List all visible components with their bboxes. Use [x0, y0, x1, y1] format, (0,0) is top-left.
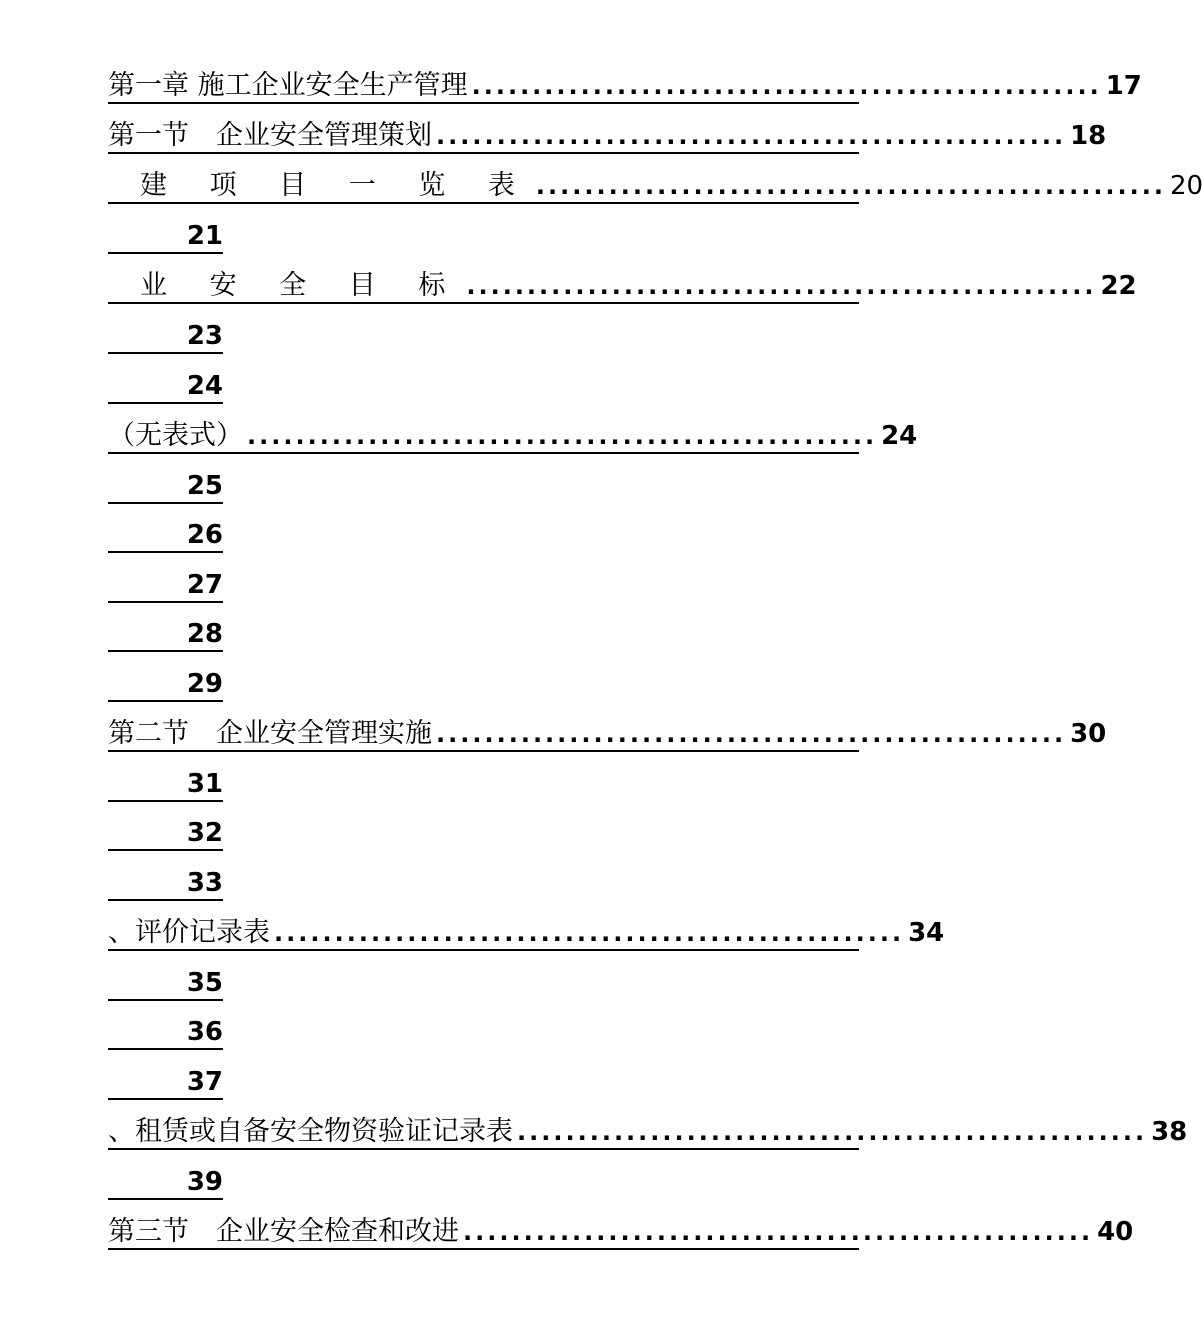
toc-entry[interactable]: [108, 917, 945, 951]
toc-entry-title: （无表式）: [108, 420, 243, 451]
toc-page-number: 31: [186, 769, 223, 799]
toc-page-number: 33: [186, 868, 223, 898]
toc-page-number: 32: [186, 818, 223, 848]
toc-entry[interactable]: [108, 1116, 1188, 1150]
toc-entry[interactable]: [108, 817, 223, 851]
toc-entry[interactable]: [108, 370, 223, 404]
toc-leader-dots: ....................................................: [274, 919, 905, 947]
toc-page-number: 36: [186, 1017, 223, 1047]
toc-entry-title: 、评价记录表: [108, 917, 270, 948]
toc-page-number: 40: [1097, 1217, 1134, 1247]
toc-leader-dots: ....................................................: [471, 72, 1102, 100]
toc-entry-title: 第一节 企业安全管理策划: [108, 120, 432, 151]
toc-entry[interactable]: [108, 967, 223, 1001]
toc-leader-dots: ....................................................: [517, 1118, 1148, 1146]
toc-page-number: 24: [881, 421, 918, 451]
toc-entry[interactable]: [108, 1066, 223, 1100]
toc-entry-title: 第一章 施工企业安全生产管理: [108, 70, 468, 101]
toc-leader-dots: ....................................................: [436, 122, 1067, 150]
toc-page-number: 20: [1170, 171, 1203, 201]
toc-entry[interactable]: [108, 70, 1142, 104]
toc-entry[interactable]: [108, 768, 223, 802]
toc-page-number: 37: [186, 1067, 223, 1097]
toc-page-number: 21: [186, 221, 223, 251]
toc-leader-dots: ....................................................: [247, 422, 878, 450]
toc-entry[interactable]: [108, 120, 1107, 154]
toc-page-number: 28: [186, 619, 223, 649]
toc-page-number: 29: [186, 669, 223, 699]
toc-page-number: 24: [186, 371, 223, 401]
toc-entry[interactable]: [108, 270, 1137, 304]
toc-entry[interactable]: [108, 1166, 223, 1200]
toc-page-number: 25: [186, 471, 223, 501]
toc-entry[interactable]: [108, 569, 223, 603]
toc-entry[interactable]: [108, 220, 223, 254]
toc-leader-dots: ....................................................: [466, 272, 1097, 300]
toc-entry[interactable]: [108, 718, 1107, 752]
toc-leader-dots: ....................................................: [463, 1218, 1094, 1246]
toc-page-number: 27: [186, 570, 223, 600]
toc-entry[interactable]: [108, 420, 918, 454]
toc-entry-title: 业 安 全 目 标: [140, 270, 463, 301]
toc-entry[interactable]: [108, 170, 1203, 204]
toc-page-number: 35: [186, 968, 223, 998]
toc-page-number: 30: [1070, 719, 1107, 749]
toc-page-number: 18: [1070, 121, 1107, 151]
toc-entry[interactable]: [108, 668, 223, 702]
toc-entry[interactable]: [108, 470, 223, 504]
toc-page-number: 39: [186, 1167, 223, 1197]
toc-page-number: 17: [1105, 71, 1142, 101]
toc-page-number: 38: [1151, 1117, 1188, 1147]
toc-entry-title: 、租赁或自备安全物资验证记录表: [108, 1116, 513, 1147]
toc-entry[interactable]: [108, 1216, 1134, 1250]
toc-entry[interactable]: [108, 867, 223, 901]
toc-leader-dots: ....................................................: [436, 720, 1067, 748]
toc-entry[interactable]: [108, 1016, 223, 1050]
toc-page-number: 23: [186, 321, 223, 351]
toc-entry[interactable]: [108, 519, 223, 553]
toc-entry[interactable]: [108, 320, 223, 354]
toc-entry-title: 第二节 企业安全管理实施: [108, 718, 432, 749]
toc-page-number: 26: [186, 520, 223, 550]
toc-entry[interactable]: [108, 618, 223, 652]
toc-entry-title: 第三节 企业安全检查和改进: [108, 1216, 459, 1247]
toc-leader-dots: ....................................................: [535, 172, 1167, 200]
toc-entry-title: 建 项 目 一 览 表: [140, 170, 532, 201]
toc-page-number: 34: [908, 918, 945, 948]
toc-page-number: 22: [1100, 271, 1137, 301]
